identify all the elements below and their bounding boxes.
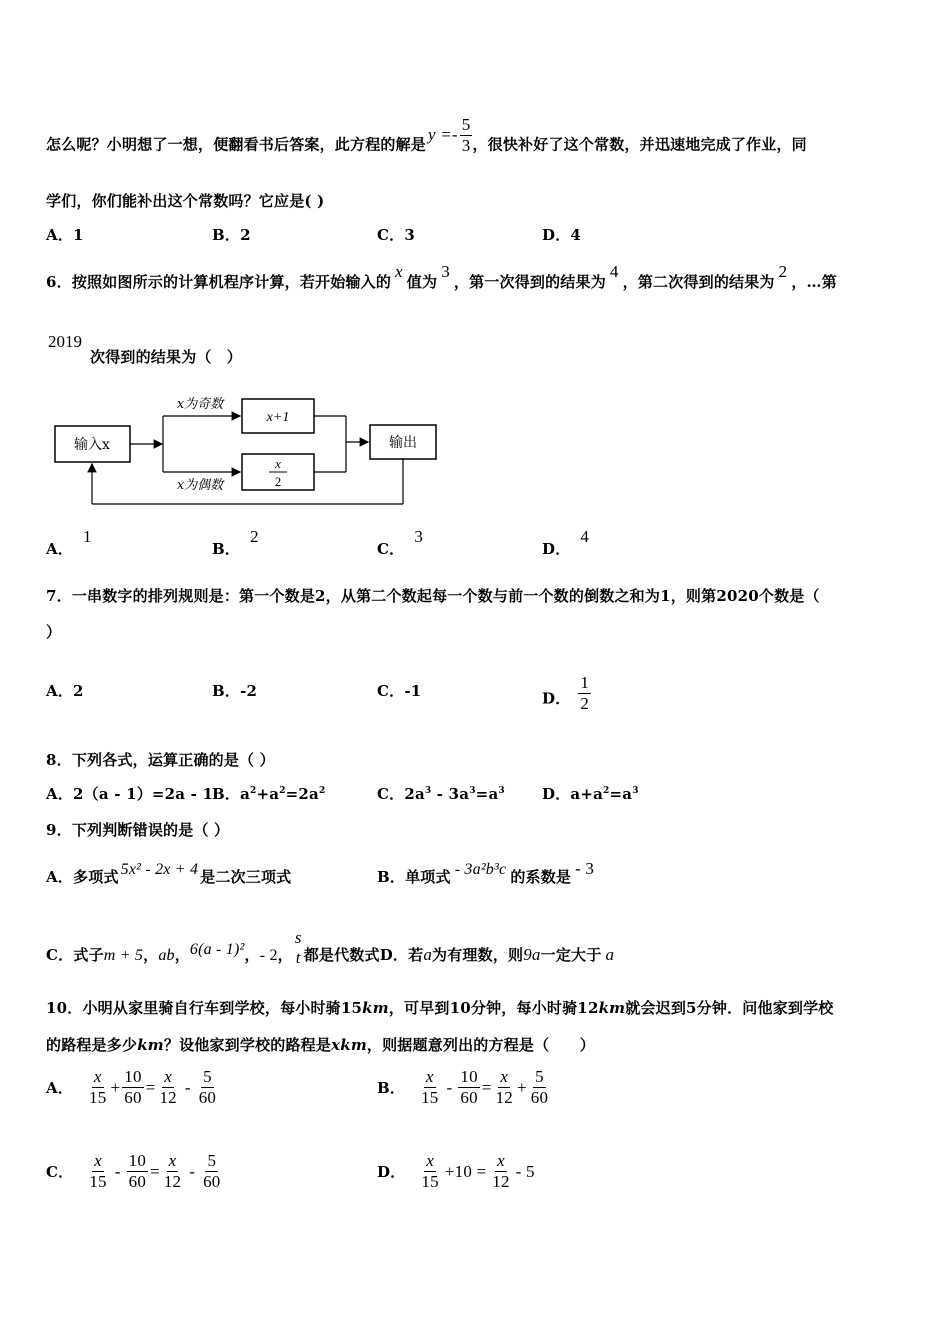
q6-option-d: D．4 [542, 527, 590, 558]
q9-option-a: A．多项式 5x² - 2x + 4 是二次三项式 [46, 861, 292, 886]
flow-even-label: x为偶数 [176, 478, 224, 493]
flow-input-label: 输入x [74, 437, 110, 453]
q9-option-c: C．式子m + 5，ab，6(a - 1)²，- 2， s t 都是代数式D．若a为有理数，则9a一定大于 a [46, 928, 615, 967]
q7-option-d: D． $\frac{1}{2}$ [542, 673, 590, 713]
flowchart-diagram [50, 388, 450, 513]
q6-var-x: x [395, 262, 403, 281]
q6-option-c: C．3 [377, 527, 424, 558]
q6-year: 2019 [48, 332, 82, 351]
q8-stem: 8．下列各式，运算正确的是（ ） [46, 751, 275, 769]
q10-option-d: D． $\frac{x}{15}$ +10 = $\frac{x}{12}$ - 5 [377, 1151, 535, 1191]
q10-option-a: A． $\frac{x}{15}$ + $\frac{10}{60}$ = $\frac{x}{12}$ - $\frac{5}{60}$ [46, 1067, 217, 1107]
q9-option-c-frac: s t [294, 928, 302, 967]
q8-option-b: B．$a^2+a^2=2a^2$ [212, 785, 326, 803]
flow-even-num: x [275, 456, 281, 471]
q5-line1: 怎么呢？小明想了一想，便翻看书后答案，此方程的解是y =- $\frac{5}{3}$ ，很快补好了这个常数，并迅速地完成了作业，同 [46, 115, 807, 155]
q7-option-b: B．-2 [212, 682, 258, 700]
q7-line1: 7．一串数字的排列规则是：第一个数是2，从第二个数起每一个数与前一个数的倒数之和为1，则第2020个数是（ [46, 587, 820, 605]
q5-line2: 学们，你们能补出这个常数吗？它应是( ) [46, 192, 325, 210]
q5-option-d: D．4 [542, 226, 582, 244]
q5-option-b: B．2 [212, 226, 251, 244]
q7-option-a: A．2 [46, 682, 84, 700]
q8-option-d: D．$a+a^2=a^3$ [542, 785, 639, 803]
q7-option-c: C．-1 [377, 682, 422, 700]
q5-solution-lhs: y =- [428, 124, 458, 144]
q10-option-b: B． $\frac{x}{15}$ - $\frac{10}{60}$ = $\frac{x}{12}$ + $\frac{5}{60}$ [377, 1067, 549, 1107]
q7-option-d-frac: $\frac{1}{2}$ [580, 673, 590, 713]
q6-stem-cont: 次得到的结果为（ ） [90, 348, 243, 366]
flow-even-den: 2 [274, 474, 282, 489]
q10-line2: 的路程是多少km？设他家到学校的路程是xkm，则据题意列出的方程是（ ） [46, 1036, 595, 1054]
q9-option-b: B．单项式 - 3a²b³c 的系数是 - 3 [377, 859, 595, 886]
q7-line2: ） [46, 623, 62, 641]
q5-text: 怎么呢？小明想了一想，便翻看书后答案，此方程的解是 [46, 135, 427, 154]
q9-stem: 9．下列判断错误的是（ ） [46, 821, 230, 839]
q6-option-b: B．2 [212, 527, 259, 558]
q6-stem: 6．按照如图所示的计算机程序计算，若开始输入的x值为3，第一次得到的结果为4，第二次得到的结果为2，…第 [46, 262, 837, 291]
q6-val-3: 3 [441, 262, 450, 281]
q5-option-a: A．1 [46, 226, 84, 244]
q6-val-2: 2 [778, 262, 788, 281]
q10-option-c: C． $\frac{x}{15}$ - $\frac{10}{60}$ = $\frac{x}{12}$ - $\frac{5}{60}$ [46, 1151, 221, 1191]
q6-val-4: 4 [609, 262, 619, 281]
q5-solution-frac: $\frac{5}{3}$ [461, 115, 471, 155]
q8-option-a: A．2（a - 1）=2a - 1 [46, 785, 214, 803]
q5-option-c: C．3 [377, 226, 415, 244]
q10-line1: 10．小明从家里骑自行车到学校，每小时骑15km，可早到10分钟，每小时骑12km就会迟到5分钟．问他家到学校 [46, 999, 834, 1017]
flow-odd-expr: x+1 [266, 410, 290, 425]
flow-output-label: 输出 [389, 435, 417, 451]
q6-option-a: A．1 [46, 527, 92, 558]
flow-odd-label: x为奇数 [176, 397, 224, 412]
q8-option-c: C．$2a^3 - 3a^3=a^3$ [377, 785, 505, 803]
